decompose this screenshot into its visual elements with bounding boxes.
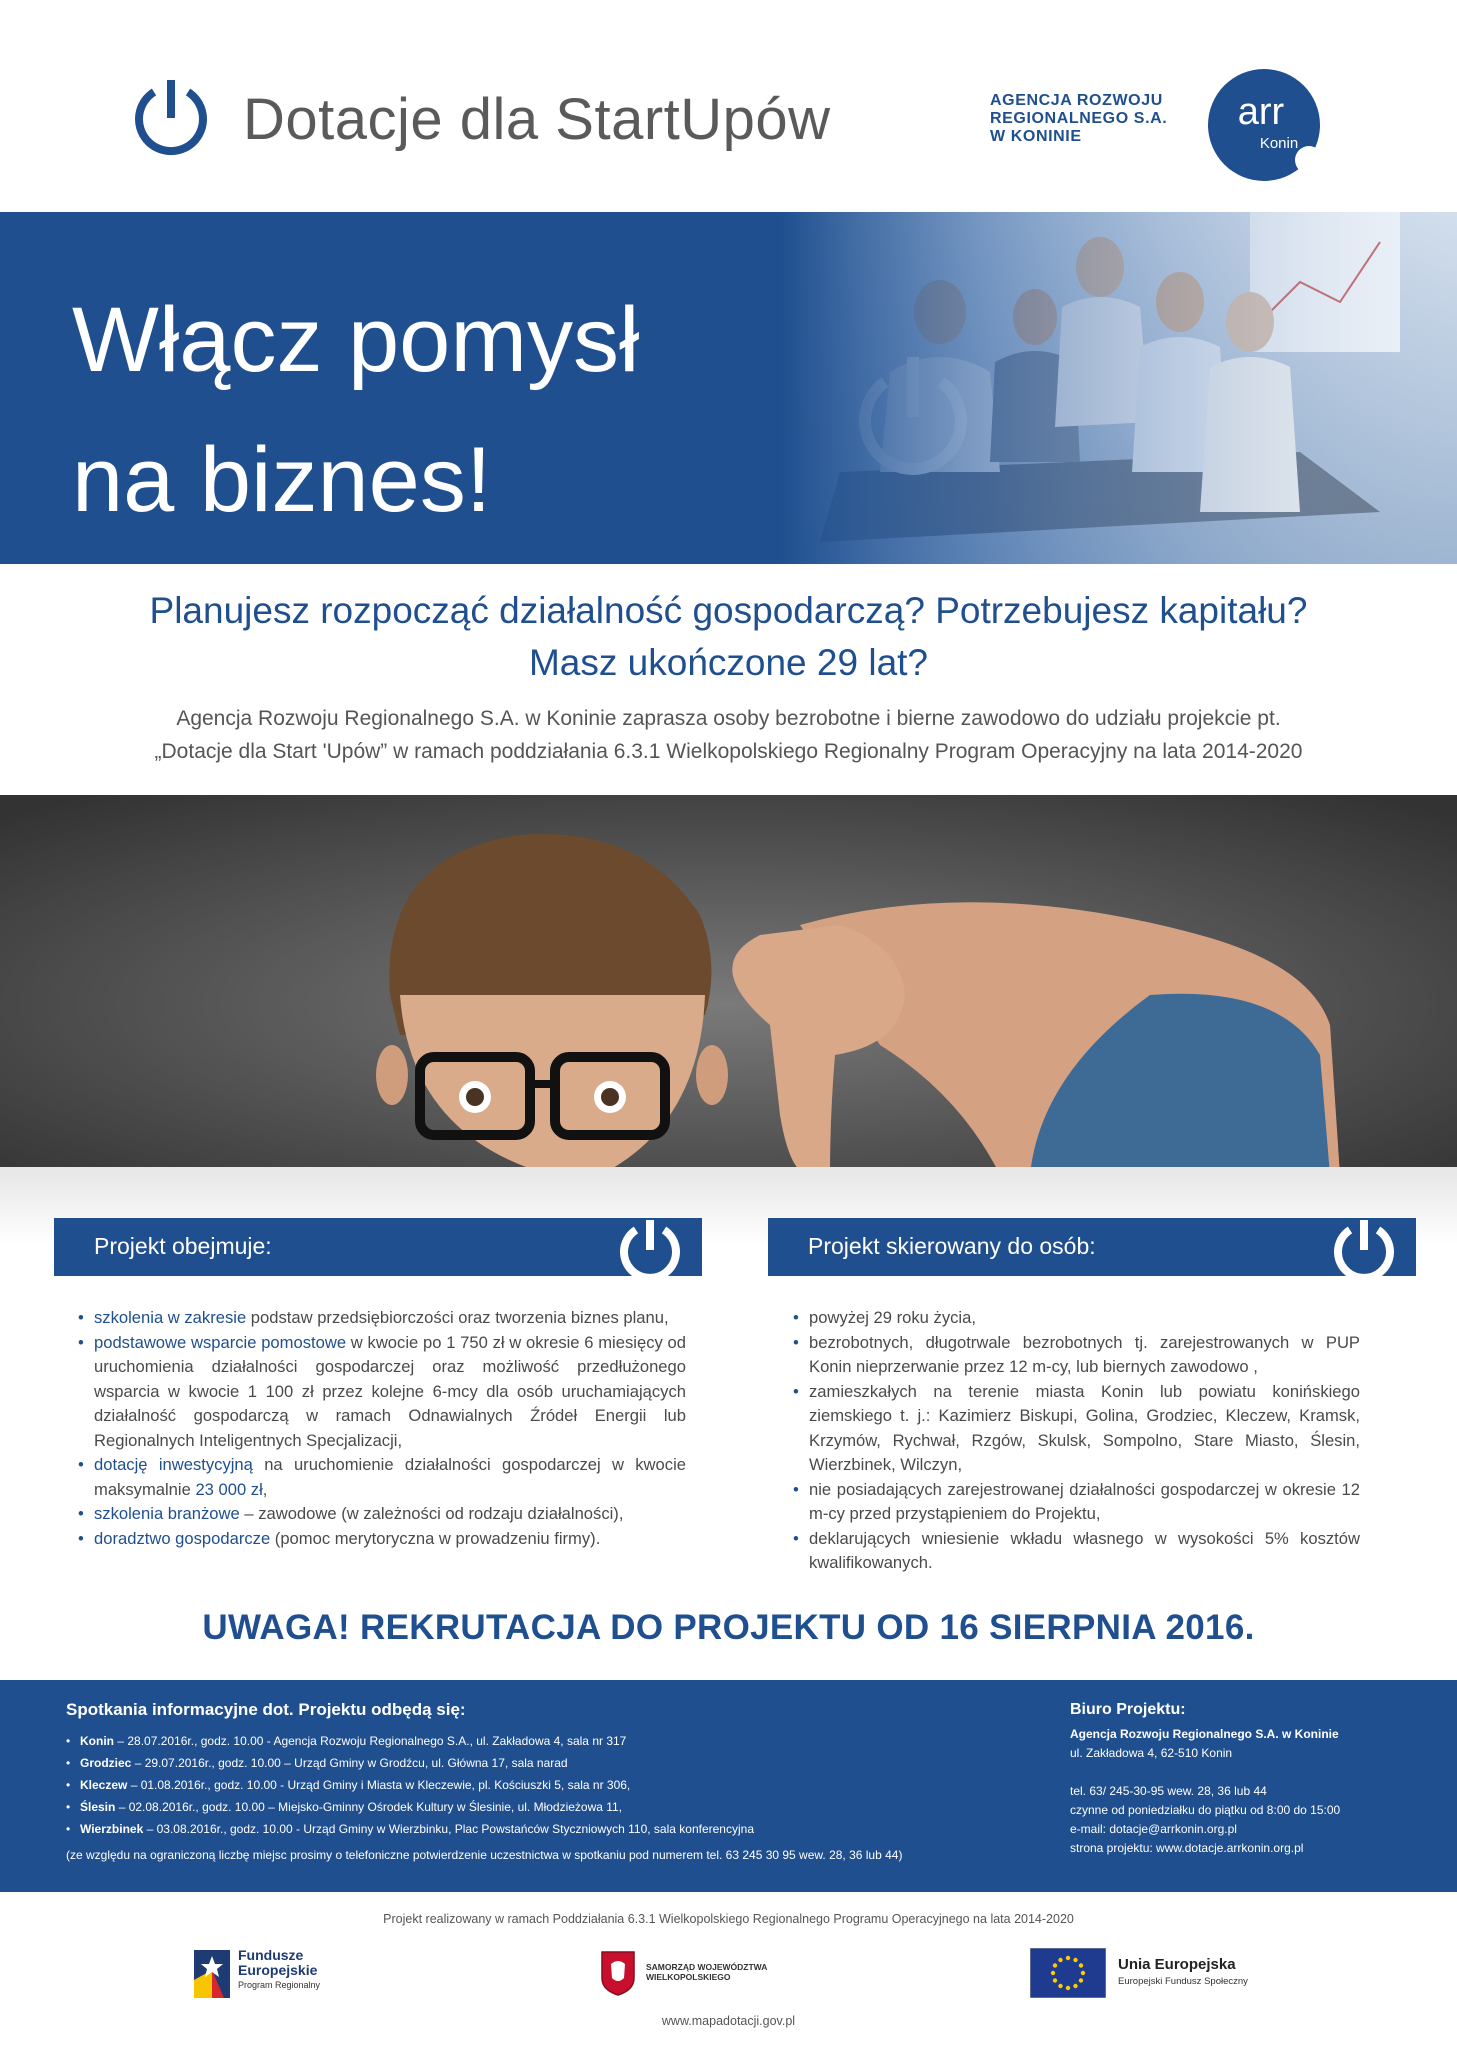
power-icon (616, 1214, 684, 1282)
hero-banner (0, 212, 1457, 564)
list-item: • dotację inwestycyjną na uruchomienie działalności gospodarczej w kwocie maksymalnie 23 000 zł, (78, 1453, 686, 1502)
list-item: • Wierzbinek – 03.08.2016r., godz. 10.00 - Urząd Gminy w Wierzbinku, Plac Powstańców Styczniowych 110, sala konferencyjna (66, 1818, 754, 1840)
office-name: Agencja Rozwoju Regionalnego S.A. w Koninie (1070, 1727, 1339, 1741)
office-hours: czynne od poniedziałku do piątku od 8:00 do 15:00 (1070, 1803, 1341, 1817)
intro-paragraph-2: „Dotacje dla Start 'Upów” w ramach poddziałania 6.3.1 Wielkopolskiego Regionalny Program Operacyjny na lata 2014-2020 (154, 740, 1303, 763)
office-website[interactable]: strona projektu: www.dotacje.arrkonin.org.pl (1070, 1841, 1304, 1855)
list-item: • Kleczew – 01.08.2016r., godz. 10.00 - Urząd Gminy i Miasta w Kleczewie, pl. Kościuszki 5, sala nr 306, (66, 1774, 754, 1796)
meetings-note: (ze względu na ograniczoną liczbę miejsc prosimy o telefoniczne potwierdzenie uczestnictwa w spotkaniu pod numerem tel. 63 245 30 95 wew. 28, 36 lub 44) (66, 1848, 903, 1862)
office-address: ul. Zakładowa 4, 62-510 Konin (1070, 1746, 1233, 1760)
list-item: • powyżej 29 roku życia, (793, 1306, 1360, 1331)
office-phone: tel. 63/ 245-30-95 wew. 28, 36 lub 44 (1070, 1784, 1267, 1798)
list-item: • Grodziec – 29.07.2016r., godz. 10.00 – Urząd Gminy w Grodźcu, ul. Główna 17, sala narad (66, 1752, 754, 1774)
list-item: • Konin – 28.07.2016r., godz. 10.00 - Agencja Rozwoju Regionalnego S.A., ul. Zakładowa 4, sala nr 317 (66, 1730, 754, 1752)
svg-text:arr: arr (1237, 91, 1285, 133)
project-scope-title: Projekt obejmuje: (94, 1233, 272, 1259)
office-email[interactable]: e-mail: dotacje@arrkonin.org.pl (1070, 1822, 1237, 1836)
intro-question-1: Planujesz rozpocząć działalność gospodarczą? Potrzebujesz kapitału? (149, 590, 1308, 631)
target-group-header (768, 1218, 1416, 1276)
intro-question-2: Masz ukończone 29 lat? (528, 642, 928, 683)
meetings-title: Spotkania informacyjne dot. Projektu odbędą się: (66, 1700, 466, 1719)
info-section (0, 1680, 1457, 1892)
list-item: • nie posiadających zarejestrowanej działalności gospodarczej w okresie 12 m-cy przed przystąpieniem do Projektu, (793, 1478, 1360, 1527)
project-scope-list (78, 1306, 686, 1551)
hero-headline: Włącz pomysł na biznes! (72, 289, 640, 531)
list-item: • Ślesin – 02.08.2016r., godz. 10.00 – Miejsko-Gminny Ośrodek Kultury w Ślesinie, ul. Młodzieżowa 11, (66, 1796, 754, 1818)
coat-of-arms-icon (600, 1950, 636, 1996)
target-group-title: Projekt skierowany do osób: (808, 1233, 1096, 1259)
target-group-list (793, 1306, 1360, 1576)
list-item: • zamieszkałych na terenie miasta Konin lub powiatu konińskiego ziemskiego t. j.: Kazimierz Biskupi, Golina, Grodziec, Kleczew, Kramsk, Krzymów, Rychwał, Rzgów, Skulsk, Sompolno, Stare Miasto, Ślesin, Wierzbinek, Wilczyn, (793, 1380, 1360, 1478)
agency-name: AGENCJA ROZWOJU REGIONALNEGO S.A. W KONINIE (990, 92, 1168, 145)
site-title: Dotacje dla StartUpów (243, 87, 831, 152)
recruitment-alert: UWAGA! REKRUTACJA DO PROJEKTU OD 16 SIERPNIA 2016. (202, 1608, 1255, 1647)
list-item: • szkolenia branżowe – zawodowe (w zależności od rodzaju działalności), (78, 1502, 686, 1527)
list-item: • doradztwo gospodarcze (pomoc merytoryczna w prowadzeniu firmy). (78, 1527, 686, 1552)
project-funding-line: Projekt realizowany w ramach Poddziałania 6.3.1 Wielkopolskiego Regionalnego Programu Operacyjnego na lata 2014-2020 (383, 1912, 1074, 1926)
intro-paragraph-1: Agencja Rozwoju Regionalnego S.A. w Koninie zaprasza osoby bezrobotne i bierne zawodowo do udziału projekcie pt. (176, 707, 1281, 730)
fe-stars-icon (194, 1950, 230, 1998)
header (0, 0, 1457, 212)
office-title: Biuro Projektu: (1070, 1701, 1186, 1718)
svg-text:Konin: Konin (1259, 135, 1299, 152)
eu-flag-icon (1030, 1948, 1106, 1998)
project-office (1070, 1700, 1400, 1858)
meetings-list (66, 1730, 754, 1840)
business-meeting-photo (780, 212, 1457, 564)
power-icon (1330, 1214, 1398, 1282)
eu-logo: Unia Europejska Europejski Fundusz Społeczny (1030, 1948, 1330, 2000)
list-item: • podstawowe wsparcie pomostowe w kwocie po 1 750 zł w okresie 6 miesięcy od uruchomienia działalności gospodarczej oraz możliwość przedłużonego wsparcia w kwocie 1 100 zł przez kolejne 6-mcy dla osób uruchamiających działalność gospodarczą w ramach Odnawialnych Źródeł Energii lub Regionalnych Inteligentnych Specjalizacji, (78, 1331, 686, 1454)
power-icon (130, 78, 212, 160)
list-item: • deklarujących wniesienie wkładu własnego w wysokości 5% kosztów kwalifikowanych. (793, 1527, 1360, 1576)
list-item: • szkolenia w zakresie podstaw przedsiębiorczości oraz tworzenia biznes planu, (78, 1306, 686, 1331)
wielkopolska-logo: SAMORZĄD WOJEWÓDZTWA WIELKOPOLSKIEGO (600, 1946, 840, 2002)
list-item: • bezrobotnych, długotrwale bezrobotnych tj. zarejestrowanych w PUP Konin nieprzerwanie przez 12 m-cy, lub biernych zawodowo , (793, 1331, 1360, 1380)
man-peeking-photo (0, 795, 1457, 1175)
project-scope-header (54, 1218, 702, 1276)
website-link[interactable]: www.mapadotacji.gov.pl (661, 2014, 796, 2028)
fundusze-europejskie-logo: Fundusze Europejskie Program Regionalny (194, 1944, 454, 2006)
arr-logo (1205, 66, 1323, 184)
